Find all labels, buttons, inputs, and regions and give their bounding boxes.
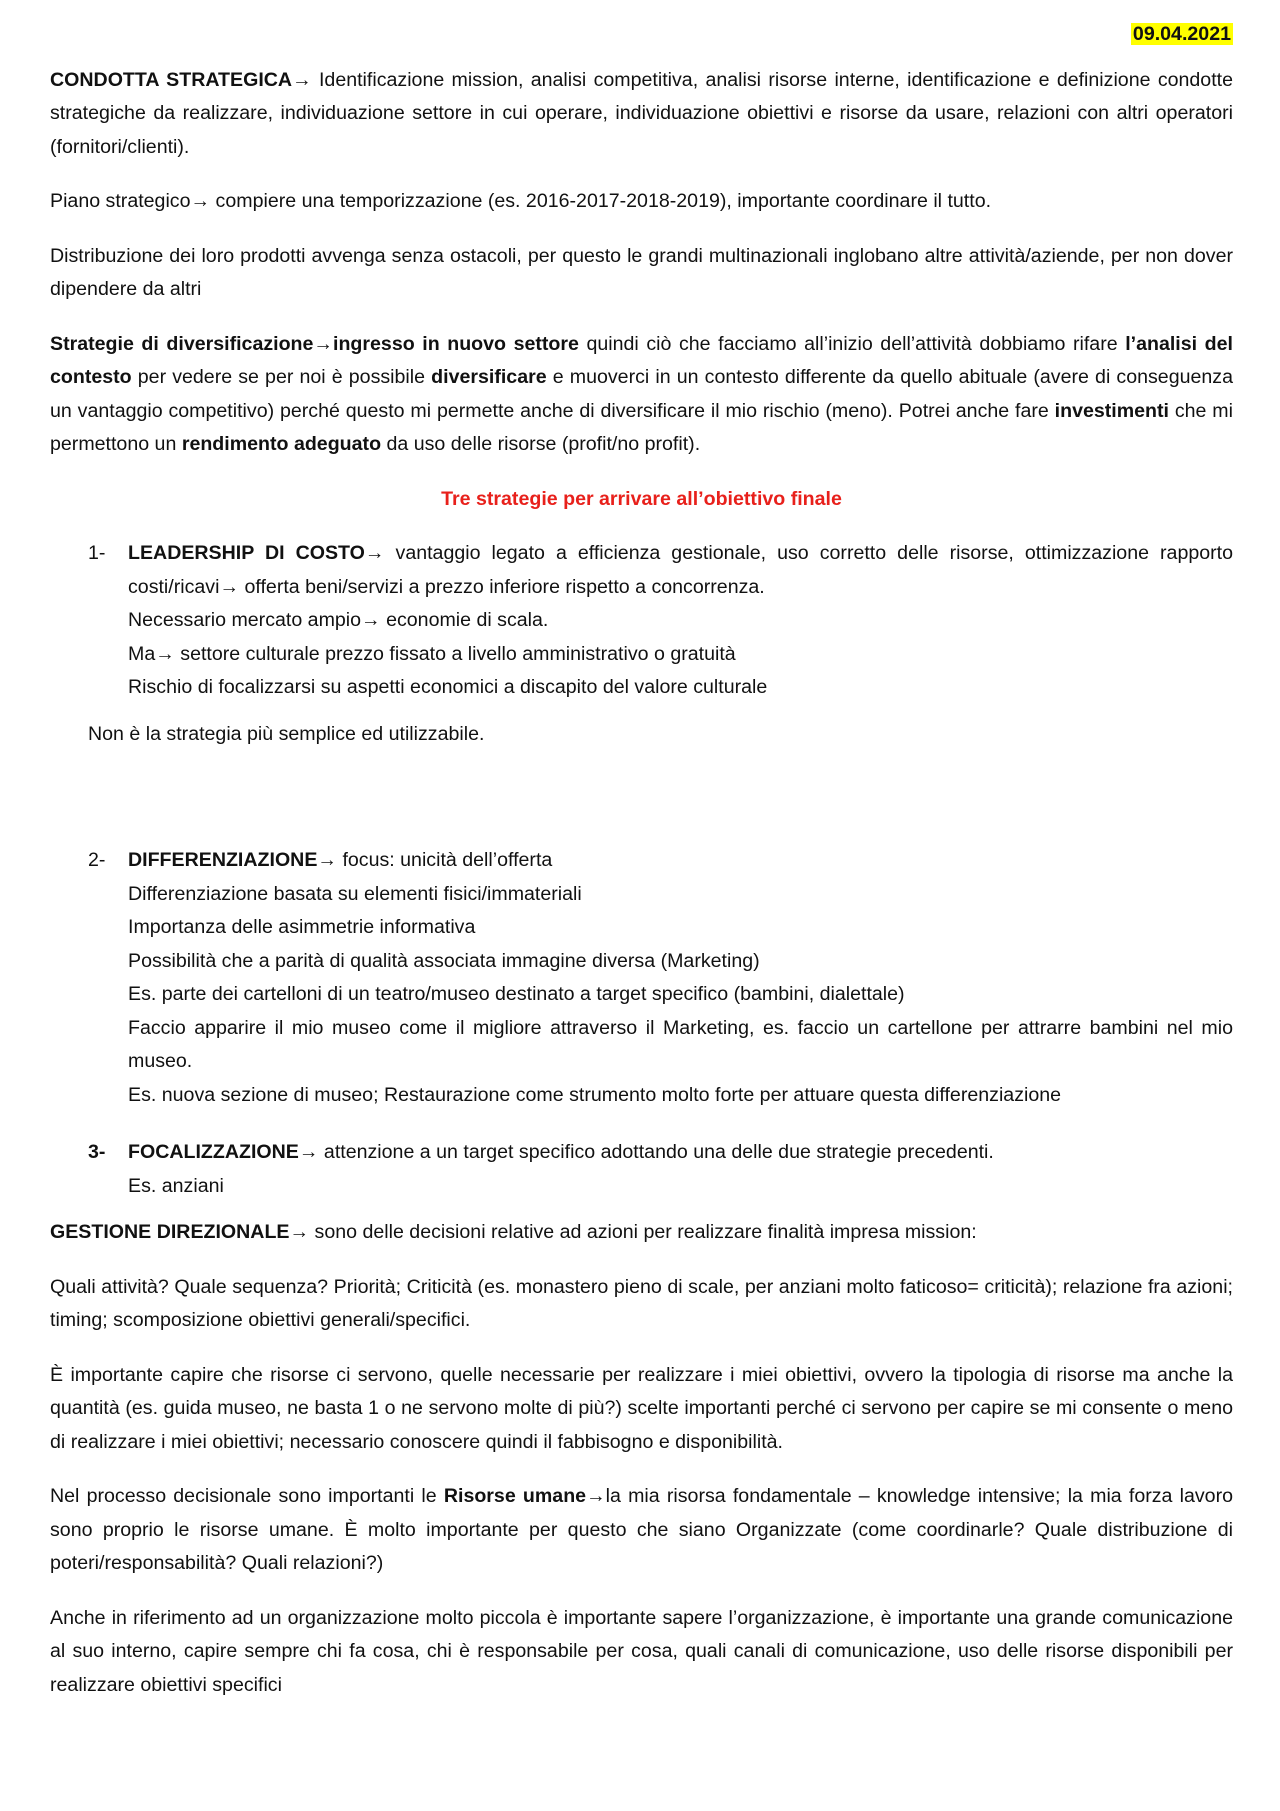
paragraph-diversificazione <box>50 328 1233 462</box>
arrow-icon: → <box>292 68 312 91</box>
bold-text: ingresso in nuovo settore <box>333 332 579 355</box>
paragraph-text: Nel processo decisionale sono importanti le <box>50 1485 444 1507</box>
list-line <box>128 537 1233 604</box>
arrow-icon: → <box>155 642 175 665</box>
document-date: 09.04.2021 <box>1132 23 1231 45</box>
bold-text: Risorse umane <box>443 1485 587 1507</box>
document-page <box>50 18 1233 1723</box>
arrow-icon: → <box>219 575 240 598</box>
list-item-leadership <box>50 537 1233 705</box>
bold-text: Strategie di diversificazione <box>50 332 314 355</box>
paragraph-text: sono delle decisioni relative ad azioni per realizzare finalità impresa mission: <box>309 1221 977 1243</box>
arrow-icon: → <box>361 609 381 631</box>
list-number: 2- <box>88 849 106 871</box>
arrow-icon: → <box>364 542 385 564</box>
list-line <box>128 844 1233 878</box>
list-number: 3- <box>88 1141 106 1163</box>
list-number: 1- <box>88 542 106 564</box>
list-text: focus: unicità dell’offerta <box>337 849 553 871</box>
arrow-icon: → <box>190 190 211 212</box>
list-line: Importanza delle asimmetrie informativa <box>128 916 476 938</box>
paragraph-quali-attivita: Quali attività? Quale sequenza? Priorità; Criticità (es. monastero pieno di scale, per anziani molto faticoso= criticità); relazione fra azioni; timing; scomposizione obiettivi generali/specifici. <box>50 1275 1233 1331</box>
list-line: Rischio di focalizzarsi su aspetti economici a discapito del valore culturale <box>128 676 768 698</box>
list-text: Ma <box>128 642 156 665</box>
bold-text: rendimento adeguato <box>181 433 382 455</box>
list-text: Necessario mercato ampio <box>128 609 362 631</box>
strategy-note: Non è la strategia più semplice ed utilizzabile. <box>88 722 485 745</box>
heading-gestione-direzionale: GESTIONE DIREZIONALE <box>50 1221 290 1243</box>
strategy-title: FOCALIZZAZIONE <box>128 1141 299 1163</box>
arrow-icon: → <box>298 1141 319 1163</box>
paragraph-text: la mia risorsa fondamentale – knowledge intensive; la mia forza lavoro sono proprio le risorse umane. È molto importante per questo che siano Organizzate (come coordinarle? Quale distribuzione di poteri/responsabilità? Quali relazioni?) <box>50 1485 1234 1574</box>
list-item-focalizzazione <box>50 1136 1233 1203</box>
date-row <box>50 18 1233 52</box>
list-line <box>128 604 1233 638</box>
paragraph-text: che mi permettono un <box>50 399 1233 455</box>
list-text: attenzione a un target specifico adottando una delle due strategie precedenti. <box>318 1141 994 1163</box>
list-text: economie di scala. <box>380 609 549 631</box>
list-item-differenziazione <box>50 844 1233 1112</box>
list-line: Possibilità che a parità di qualità associata immagine diversa (Marketing) <box>128 949 760 972</box>
bold-text: l’analisi del contesto <box>50 332 1233 388</box>
list-line <box>128 638 1233 672</box>
arrow-icon: → <box>317 849 337 871</box>
arrow-icon: → <box>313 332 334 355</box>
section-title: Tre strategie per arrivare all’obiettivo finale <box>441 487 842 510</box>
list-line <box>128 1136 1233 1170</box>
list-line: Es. anziani <box>128 1174 224 1197</box>
paragraph-text: da uso delle risorse (profit/no profit). <box>381 433 701 455</box>
paragraph-text: Identificazione mission, analisi competitiva, analisi risorse interne, identificazione e definizione condotte strategiche da realizzare, individuazione settore in cui operare, individuazione obiettivi e risorse da usare, relazioni con altri operatori (fornitori/clienti). <box>50 68 1233 158</box>
list-text: vantaggio legato a efficienza gestionale, uso corretto delle risorse, ottimizzazione rapporto costi/ricavi <box>128 542 1234 598</box>
bold-text: diversificare <box>431 366 547 388</box>
list-text: settore culturale prezzo fissato a livello amministrativo o gratuità <box>174 642 736 665</box>
strategy-title: DIFFERENZIAZIONE <box>128 849 318 871</box>
paragraph-piano-strategico <box>50 185 1233 219</box>
paragraph-text: e muoverci in un contesto differente da quello abituale (avere di conseguenza un vantaggio competitivo) perché questo mi permette anche di diversificare il mio rischio (meno). Potrei anche fare <box>50 366 1233 422</box>
paragraph-text: quindi ciò che facciamo all’inizio dell’attività dobbiamo rifare <box>578 332 1126 355</box>
strategy-title: LEADERSHIP DI COSTO <box>128 542 365 564</box>
paragraph-risorse: È importante capire che risorse ci servono, quelle necessarie per realizzare i miei obiettivi, ovvero la tipologia di risorse ma anche la quantità (es. guida museo, ne basta 1 o ne servono molte di più?) scelte importanti perché ci servono per capire se mi consente o meno di realizzare i miei obiettivi; necessario conoscere quindi il fabbisogno e disponibilità. <box>50 1363 1233 1453</box>
list-line: Differenziazione basata su elementi fisici/immateriali <box>128 882 582 905</box>
paragraph-organizzazione: Anche in riferimento ad un organizzazione molto piccola è importante sapere l’organizzazione, è importante una grande comunicazione al suo interno, capire sempre chi fa cosa, chi è responsabile per cosa, quali canali di comunicazione, uso delle risorse disponibili per realizzare obiettivi specifici <box>50 1606 1233 1696</box>
paragraph-gestione-direzionale <box>50 1216 1233 1250</box>
arrow-icon: → <box>586 1485 606 1507</box>
list-line: Es. nuova sezione di museo; Restaurazione come strumento molto forte per attuare questa differenziazione <box>128 1083 1062 1106</box>
paragraph-lead: Piano strategico <box>50 190 191 212</box>
paragraph-risorse-umane <box>50 1480 1233 1581</box>
paragraph-distribuzione: Distribuzione dei loro prodotti avvenga senza ostacoli, per questo le grandi multinazionali inglobano altre attività/aziende, per non dover dipendere da altri <box>50 244 1233 300</box>
paragraph-text: compiere una temporizzazione (es. 2016-2017-2018-2019), importante coordinare il tutto. <box>210 190 992 212</box>
list-line: Faccio apparire il mio museo come il migliore attraverso il Marketing, es. faccio un cartellone per attrarre bambini nel mio museo. <box>128 1016 1233 1072</box>
paragraph-condotta-strategica <box>50 64 1233 165</box>
heading-condotta-strategica: CONDOTTA STRATEGICA <box>50 68 293 91</box>
list-line: Es. parte dei cartelloni di un teatro/museo destinato a target specifico (bambini, dialettale) <box>128 983 905 1005</box>
list-text: offerta beni/servizi a prezzo inferiore rispetto a concorrenza. <box>239 575 765 598</box>
bold-text: investimenti <box>1054 399 1169 422</box>
paragraph-text: per vedere se per noi è possibile <box>131 366 432 388</box>
arrow-icon: → <box>289 1221 310 1243</box>
